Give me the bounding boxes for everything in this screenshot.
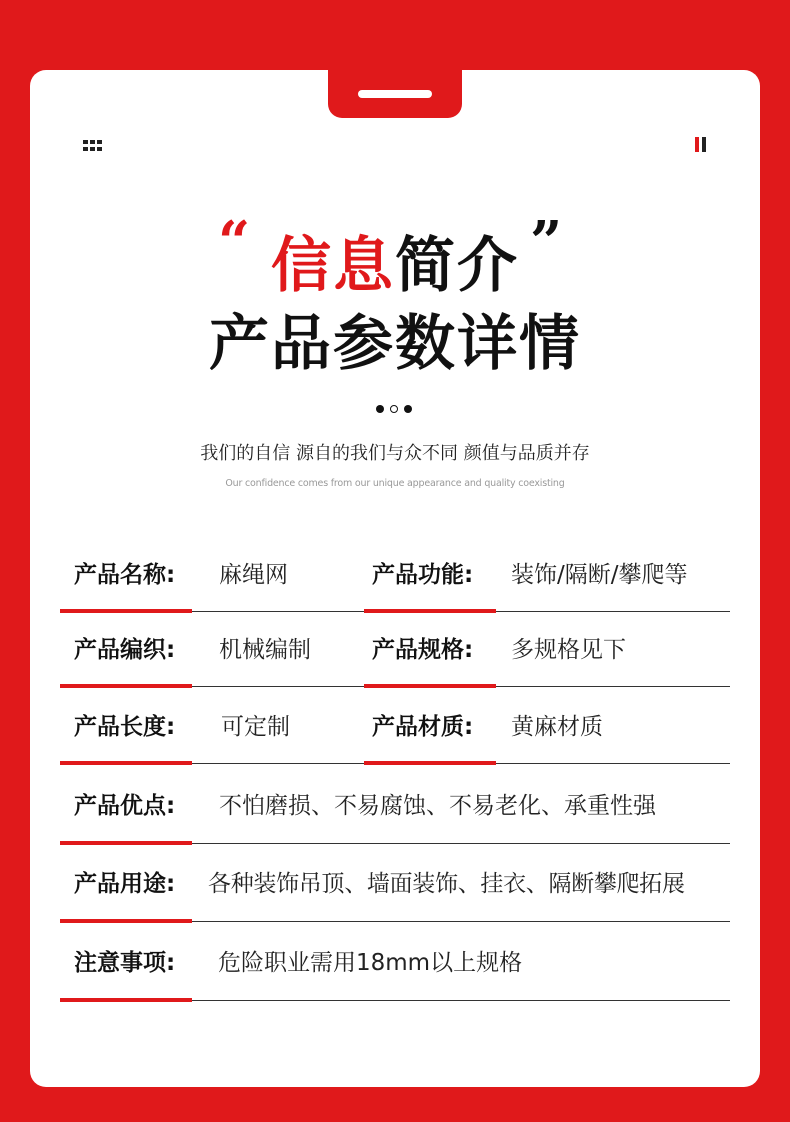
spec-label: 产品优点: [74,793,176,819]
row-accent [364,761,496,765]
title-rest: 简介 [395,231,519,301]
spec-row [60,709,730,769]
row-accent [364,684,496,688]
close-quote: ” [530,209,563,275]
row-accent [60,761,192,765]
spec-label: 产品功能: [372,562,474,588]
title-highlight: 信息 [271,231,395,301]
spec-value: 各种装饰吊顶、墙面装饰、挂衣、隔断攀爬拓展 [208,871,685,897]
spec-label: 产品编织: [74,637,176,663]
spec-row [60,632,730,692]
row-accent [364,609,496,613]
spec-value: 多规格见下 [511,637,626,663]
row-accent [60,841,192,845]
spec-label: 产品长度: [74,714,176,740]
spec-label: 注意事项: [74,950,176,976]
spec-row [60,788,730,848]
row-accent [60,609,192,613]
spec-label: 产品名称: [74,562,176,588]
spec-value: 装饰/隔断/攀爬等 [511,562,688,588]
top-notch [328,60,462,118]
page-subtitle: 产品参数详情 [209,309,581,379]
slogan-en: Our confidence comes from our unique appearance and quality coexisting [225,478,565,489]
dots-divider [376,405,416,415]
spec-value: 危险职业需用18mm以上规格 [218,950,523,976]
slogan-cn: 我们的自信 源自的我们与众不同 颜值与品质并存 [200,443,590,464]
grid-icon [83,140,105,152]
notch-handle [358,90,432,98]
spec-row [60,866,730,926]
spec-row [60,557,730,617]
open-quote: “ [218,209,251,275]
spec-value: 麻绳网 [219,562,288,588]
spec-value: 机械编制 [219,637,311,663]
row-accent [60,919,192,923]
spec-label: 产品用途: [74,871,176,897]
spec-row [60,945,730,1005]
page-title [0,228,790,304]
row-accent [60,998,192,1002]
spec-value: 不怕磨损、不易腐蚀、不易老化、承重性强 [219,793,656,819]
pause-icon [695,137,709,152]
spec-label: 产品规格: [372,637,474,663]
spec-value: 黄麻材质 [511,714,603,740]
row-accent [60,684,192,688]
spec-value: 可定制 [221,714,290,740]
spec-label: 产品材质: [372,714,474,740]
